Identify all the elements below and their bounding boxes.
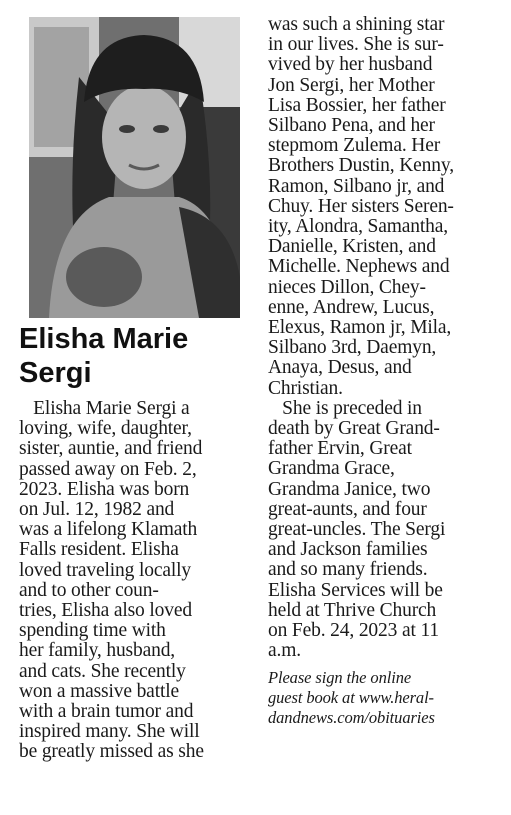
portrait-photo (29, 17, 240, 318)
body-text-line: great-uncles. The Sergi (268, 519, 446, 541)
obituary-body-right-column (268, 15, 500, 728)
body-text-line: loved traveling locally (19, 559, 191, 581)
name-line: Elisha Marie (19, 323, 189, 355)
body-text-line: She is preceded in (268, 397, 422, 419)
body-text-line: be greatly missed as she (19, 741, 204, 763)
body-text-line: death by Great Grand- (268, 418, 440, 440)
body-text-line: on Feb. 24, 2023 at 11 (268, 620, 439, 642)
body-text-line: enne, Andrew, Lucus, (268, 296, 435, 318)
body-text-line: nieces Dillon, Chey- (268, 276, 426, 298)
body-text-line: won a massive battle (19, 680, 179, 702)
body-text-line: Grandma Janice, two (268, 478, 431, 500)
body-text-line: on Jul. 12, 1982 and (19, 499, 175, 521)
body-text-line: stepmom Zulema. Her (268, 135, 441, 157)
body-text-line: 2023. Elisha was born (19, 478, 190, 500)
portrait-image (29, 17, 240, 318)
body-text-line: and cats. She recently (19, 660, 186, 682)
body-text-line: great-aunts, and four (268, 498, 427, 520)
body-text-line: was such a shining star (268, 14, 445, 35)
body-text-line: Silbano Pena, and her (268, 115, 435, 137)
body-text-line: Michelle. Nephews and (268, 256, 450, 278)
body-text-line: sister, auntie, and friend (19, 438, 203, 460)
body-text-line: loving, wife, daughter, (19, 418, 192, 440)
guestbook-note (268, 668, 500, 728)
body-text-line: Brothers Dustin, Kenny, (268, 155, 454, 177)
body-text-line: inspired many. She will (19, 721, 200, 743)
body-text-line: Chuy. Her sisters Seren- (268, 195, 454, 217)
body-text-line: and Jackson families (268, 539, 428, 561)
body-text-line: Silbano 3rd, Daemyn, (268, 337, 437, 359)
body-text-line: Anaya, Desus, and (268, 357, 412, 379)
body-text-line: was a lifelong Klamath (19, 519, 198, 541)
body-text-line: Danielle, Kristen, and (268, 236, 436, 258)
body-text-line: held at Thrive Church (268, 599, 437, 621)
body-text-line: and so many friends. (268, 559, 428, 581)
body-text-line: Ramon, Silbano jr, and (268, 175, 445, 197)
body-text-line: father Ervin, Great (268, 438, 412, 460)
body-text-line: Elisha Marie Sergi a (19, 398, 190, 419)
body-text-line: in our lives. She is sur- (268, 34, 444, 56)
body-text-line: and to other coun- (19, 579, 159, 601)
obituary-body-left-column (19, 399, 251, 763)
body-text-line: a.m. (268, 640, 301, 662)
body-text-line: Falls resident. Elisha (19, 539, 179, 561)
name-line: Sergi (19, 357, 92, 389)
body-text-line: vived by her husband (268, 54, 433, 76)
body-text-line: Elexus, Ramon jr, Mila, (268, 317, 452, 339)
body-text-line: with a brain tumor and (19, 701, 194, 723)
body-text-line: spending time with (19, 620, 166, 642)
body-text-line: Jon Sergi, her Mother (268, 74, 435, 96)
body-text-line: Elisha Services will be (268, 579, 443, 601)
guestbook-line: Please sign the online (268, 667, 412, 687)
body-text-line: ity, Alondra, Samantha, (268, 216, 448, 238)
guestbook-link[interactable]: dandnews.com/obituaries (268, 707, 435, 727)
body-text-line: passed away on Feb. 2, (19, 458, 197, 480)
body-text-line: Lisa Bossier, her father (268, 94, 446, 116)
body-text-line: her family, husband, (19, 640, 176, 662)
body-text-line: Grandma Grace, (268, 458, 395, 480)
obituary-name (19, 322, 249, 390)
body-text-line: tries, Elisha also loved (19, 600, 192, 622)
guestbook-line: guest book at www.heral- (268, 687, 434, 707)
body-text-line: Christian. (268, 377, 343, 399)
